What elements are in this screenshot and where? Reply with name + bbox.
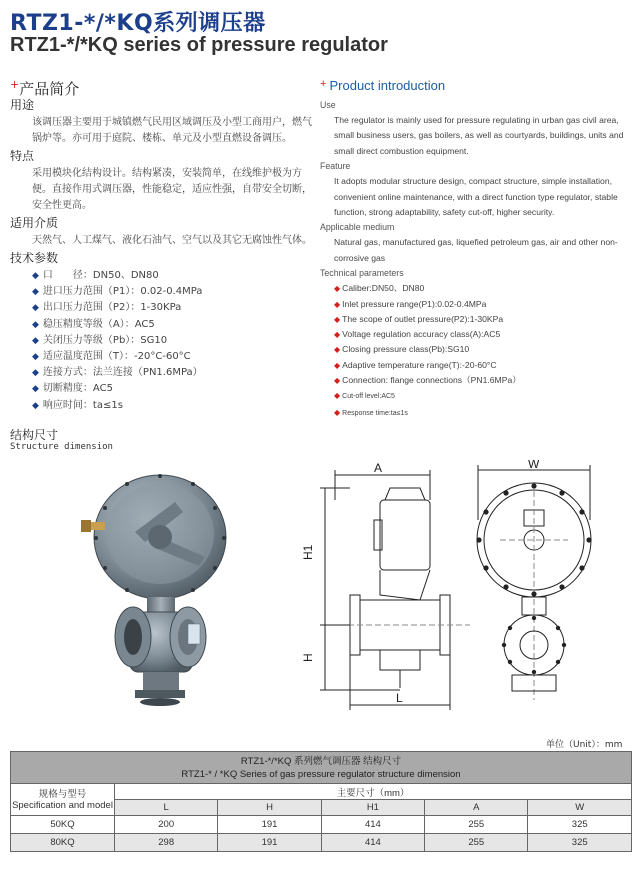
param-item-en <box>320 373 638 388</box>
diamond-icon: ◆ <box>334 360 341 370</box>
param-item-en <box>320 297 638 312</box>
section-heading-en-text: Product introduction <box>329 78 446 93</box>
diamond-icon: ◆ <box>334 330 341 340</box>
column-header: A <box>425 800 528 816</box>
param-text: Caliber:DN50、DN80 <box>342 283 425 294</box>
regulator-photo <box>75 462 245 717</box>
diamond-icon: ◆ <box>32 335 39 346</box>
param-item-cn <box>10 365 315 381</box>
intro-cn <box>10 96 315 414</box>
param-item-cn <box>10 268 315 284</box>
value-cell: 325 <box>528 834 632 852</box>
use-text-cn: 该调压器主要用于城镇燃气民用区域调压及小型工商用户，燃气锅炉等。亦可用于庭院、楼栋、单元及小型直燃设备调压。 <box>32 117 312 144</box>
param-item-cn <box>10 284 315 300</box>
feature-text-en: It adopts modular structure design, compact structure, simple installation, convenient online maintenance, with a direct function type regulator, stable function, strong adaptability, safety cut-off, higher security. <box>334 176 618 218</box>
param-item-cn <box>10 317 315 333</box>
value-cell: 414 <box>321 834 424 852</box>
param-item-en <box>320 405 638 421</box>
param-text: 切断精度：AC5 <box>42 383 113 395</box>
page-title-en: RTZ1-*/*KQ series of pressure regulator <box>10 34 388 56</box>
section-heading-cn-text: 产品简介 <box>19 80 80 98</box>
diamond-icon: ◆ <box>32 352 39 363</box>
table-caption-row <box>11 752 632 784</box>
param-text: 出口压力范围（P2）：1-30KPa <box>42 302 182 314</box>
param-text: Adaptive temperature range(T):-20-60°C <box>342 359 497 370</box>
table-row <box>11 816 632 834</box>
page-title-cn: RTZ1-*/*KQ系列调压器 <box>10 11 266 36</box>
value-cell: 191 <box>218 834 321 852</box>
param-item-cn <box>10 398 315 414</box>
plus-icon: + <box>10 78 20 91</box>
table-row <box>11 834 632 852</box>
param-item-cn <box>10 349 315 365</box>
param-text: 适应温度范围（T）：-20°C-60°C <box>42 351 191 363</box>
model-cell: 50KQ <box>11 816 115 834</box>
diamond-icon: ◆ <box>32 303 39 314</box>
param-item-cn <box>10 381 315 397</box>
structure-title-en: Structure dimension <box>10 442 113 452</box>
params-label-cn: 技术参数 <box>10 251 59 265</box>
dim-label-h1: H1 <box>301 544 315 560</box>
value-cell: 191 <box>218 816 321 834</box>
diamond-icon: ◆ <box>32 271 39 281</box>
dimension-drawing <box>300 460 635 715</box>
feature-label-cn: 特点 <box>10 149 35 163</box>
diamond-icon: ◆ <box>334 376 341 386</box>
param-text: 关闭压力等级（Pb）：SG10 <box>42 334 168 346</box>
diamond-icon: ◆ <box>334 299 341 309</box>
param-item-en <box>320 388 638 404</box>
param-item-cn <box>10 300 315 316</box>
params-list-cn <box>10 268 315 414</box>
use-label-en: Use <box>320 100 336 110</box>
param-text: The scope of outlet pressure(P2):1-30KPa <box>342 313 504 324</box>
param-item-en <box>320 327 638 342</box>
value-cell: 298 <box>115 834 218 852</box>
use-label-cn: 用途 <box>10 98 35 112</box>
diamond-icon: ◆ <box>32 319 39 330</box>
param-text: Voltage regulation accuracy class(A):AC5 <box>342 329 501 340</box>
param-text: 进口压力范围（P1）：0.02-0.4MPa <box>42 286 203 298</box>
feature-text-cn: 采用模块化结构设计。结构紧凑，安装简单，在线维护极为方便。直接作用式调压器，性能稳定，适应性强，自带安全切断，安全性更高。 <box>32 168 312 211</box>
param-text: Response time:ta≤1s <box>342 409 408 417</box>
diamond-icon: ◆ <box>334 345 341 355</box>
dim-label-w: W <box>528 460 540 471</box>
unit-label: 单位（Unit）：mm <box>546 740 623 750</box>
table-caption-cn: RTZ1-*/*KQ 系列燃气调压器 结构尺寸 <box>240 755 402 767</box>
param-text: 响应时间：ta≤1s <box>42 399 123 411</box>
column-header: L <box>115 800 218 816</box>
diamond-icon: ◆ <box>334 314 341 324</box>
diamond-icon: ◆ <box>32 400 39 411</box>
dim-label-l: L <box>396 691 403 705</box>
dim-label-h: H <box>301 653 315 662</box>
diamond-icon: ◆ <box>334 284 341 294</box>
param-text: 稳压精度等级（A）：AC5 <box>42 318 155 330</box>
diamond-icon: ◆ <box>32 287 39 298</box>
diamond-icon: ◆ <box>32 368 39 379</box>
param-item-en <box>320 358 638 373</box>
param-text: Cut-off level:AC5 <box>342 393 395 401</box>
diamond-icon: ◆ <box>32 384 39 395</box>
params-label-en: Technical parameters <box>320 268 404 279</box>
media-text-cn: 天然气、人工煤气、液化石油气、空气以及其它无腐蚀性气体。 <box>32 235 312 246</box>
model-cell: 80KQ <box>11 834 115 852</box>
value-cell: 200 <box>115 816 218 834</box>
column-header: H1 <box>321 800 424 816</box>
value-cell: 255 <box>425 834 528 852</box>
media-label-cn: 适用介质 <box>10 216 59 230</box>
model-header: 规格与型号 Specification and model <box>11 784 115 816</box>
param-item-cn <box>10 333 315 349</box>
value-cell: 414 <box>321 816 424 834</box>
dim-label-a: A <box>374 461 383 475</box>
params-list-en <box>320 281 638 421</box>
use-text-en: The regulator is mainly used for pressure regulating in urban gas civil area, small business users, gas boilers, as well as courtyards, buildings, units and small direct combustion equipment. <box>334 115 624 156</box>
structure-title-cn: 结构尺寸 <box>10 428 59 442</box>
value-cell: 325 <box>528 816 632 834</box>
param-text: Inlet pressure range(P1):0.02-0.4MPa <box>342 298 487 309</box>
media-label-en: Applicable medium <box>320 222 395 233</box>
param-item-en <box>320 312 638 327</box>
param-item-en <box>320 342 638 357</box>
param-item-en <box>320 281 638 296</box>
param-text: 口 径：DN50、DN80 <box>42 270 159 281</box>
feature-label-en: Feature <box>320 161 351 172</box>
param-text: Closing pressure class(Pb):SG10 <box>342 344 470 355</box>
table-caption-en: RTZ1-* / *KQ Series of gas pressure regulator structure dimension <box>181 768 461 780</box>
section-heading-en <box>320 78 445 93</box>
intro-en <box>320 98 638 421</box>
param-text: 连接方式：法兰连接（PN1.6MPa） <box>42 367 203 379</box>
diamond-icon: ◆ <box>334 391 341 401</box>
value-cell: 255 <box>425 816 528 834</box>
column-header: H <box>218 800 321 816</box>
column-header: W <box>528 800 632 816</box>
table-caption <box>11 752 632 784</box>
plus-icon: + <box>320 78 330 90</box>
table-header-row <box>11 784 632 800</box>
dimension-table <box>10 751 632 852</box>
param-text: Connection: flange connections（PN1.6MPa） <box>342 375 521 386</box>
media-text-en: Natural gas, manufactured gas, liquefied petroleum gas, air and other non-corrosive gas <box>334 237 618 263</box>
diamond-icon: ◆ <box>334 407 341 417</box>
dims-header: 主要尺寸（mm） <box>115 784 632 800</box>
